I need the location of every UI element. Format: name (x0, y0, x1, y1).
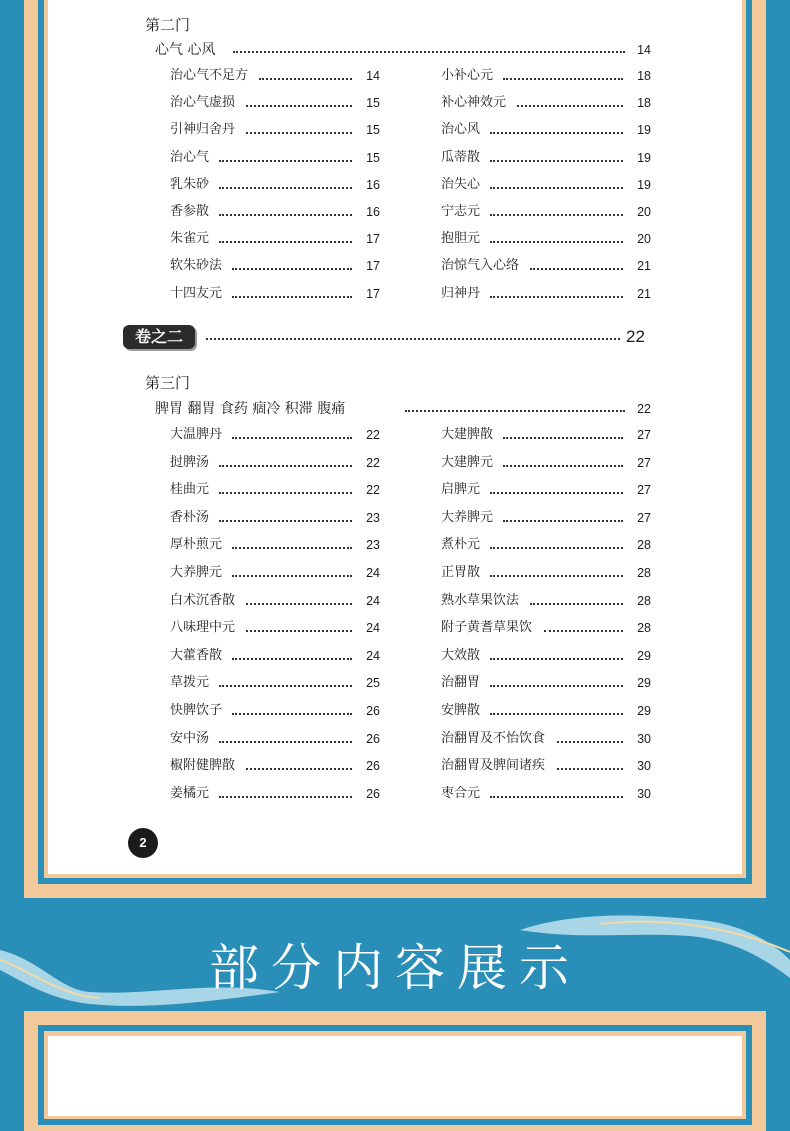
toc-entry[interactable] (441, 454, 651, 472)
toc-entry-title: 治翻胃及不怡饮食 (441, 730, 546, 746)
toc-page-number: 30 (637, 786, 651, 801)
leader-dots (219, 730, 353, 743)
toc-entry-title: 熟水草果饮法 (441, 592, 520, 608)
toc-group-title: 心气 心风 (155, 42, 216, 58)
toc-entry-title: 小补心元 (441, 68, 494, 83)
leader-dots (232, 647, 352, 660)
toc-page-number: 24 (366, 566, 380, 580)
leader-dots (219, 481, 353, 494)
toc-page-number: 22 (366, 455, 380, 470)
toc-entry-title: 治惊气入心络 (441, 258, 520, 274)
toc-entry[interactable] (441, 176, 651, 194)
leader-dots (544, 619, 624, 632)
toc-entry[interactable] (441, 619, 651, 637)
leader-dots (219, 176, 353, 189)
toc-entry-title: 桂曲元 (170, 482, 210, 498)
toc-page-number: 15 (366, 96, 380, 111)
leader-dots (232, 564, 352, 577)
toc-entry[interactable] (170, 730, 380, 748)
leader-dots (246, 619, 353, 632)
toc-entry-title: 大养脾元 (170, 565, 223, 580)
toc-entry-title: 十四友元 (170, 285, 223, 301)
toc-entry-title: 椒附健脾散 (170, 758, 236, 774)
toc-page-number: 24 (366, 621, 380, 636)
toc-page-number: 24 (366, 593, 380, 608)
toc-entry[interactable] (170, 176, 380, 194)
toc-entry-title: 煮朴元 (441, 537, 481, 553)
toc-entry[interactable] (170, 481, 380, 499)
toc-page-number: 26 (366, 704, 380, 718)
leader-dots (530, 257, 623, 270)
toc-entry[interactable] (170, 592, 380, 610)
leader-dots (503, 454, 623, 467)
toc-page-number: 22 (366, 483, 380, 498)
toc-page-number: 30 (637, 731, 651, 746)
leader-dots (246, 94, 353, 107)
toc-entry-title: 宁志元 (441, 204, 481, 219)
leader-dots (517, 94, 624, 107)
leader-dots (246, 757, 353, 770)
toc-page-number: 27 (637, 483, 651, 498)
leader-dots (219, 230, 353, 243)
leader-dots (206, 330, 620, 340)
toc-entry-title: 瓜蒂散 (441, 149, 481, 165)
toc-page-number: 14 (366, 69, 380, 83)
leader-dots (503, 509, 623, 522)
toc-entry[interactable] (170, 785, 380, 803)
toc-entry[interactable] (170, 285, 380, 303)
toc-page-number: 17 (366, 286, 380, 301)
leader-dots (490, 702, 624, 715)
toc-page-number: 27 (637, 455, 651, 470)
toc-page-number: 19 (637, 177, 651, 192)
toc-page-number: 26 (366, 786, 380, 801)
leader-dots (219, 203, 353, 216)
toc-page-number: 18 (637, 96, 651, 111)
leader-dots (219, 149, 353, 162)
toc-entry[interactable] (441, 203, 651, 221)
toc-page-number: 29 (637, 704, 651, 718)
toc-entry-title: 大建脾散 (441, 427, 494, 442)
leader-dots (219, 509, 353, 522)
toc-page-number: 28 (637, 621, 651, 636)
toc-page-number: 28 (637, 593, 651, 608)
toc-page-number: 26 (366, 759, 380, 774)
toc-page-number: 17 (366, 259, 380, 274)
toc-page-number: 18 (637, 69, 651, 83)
toc-page-number: 29 (637, 648, 651, 663)
toc-entry-title: 朱雀元 (170, 231, 210, 247)
toc-entry-title: 姜橘元 (170, 785, 210, 801)
leader-dots (233, 40, 625, 53)
toc-page-number: 23 (366, 538, 380, 553)
toc-entry[interactable] (170, 564, 380, 582)
toc-page-number: 20 (637, 232, 651, 247)
leader-dots (490, 785, 624, 798)
toc-entry-title: 草拨元 (170, 675, 210, 691)
toc-entry[interactable] (170, 257, 380, 275)
toc-group-row[interactable] (155, 40, 651, 60)
toc-page-number: 28 (637, 566, 651, 580)
toc-entry[interactable] (441, 674, 651, 692)
leader-dots (219, 454, 353, 467)
toc-group-title: 脾胃 翻胃 食药 痼冷 积滞 腹痛 (155, 401, 346, 417)
toc-entry-title: 大效散 (441, 647, 481, 663)
toc-page-number: 19 (637, 123, 651, 138)
toc-entry[interactable] (441, 149, 651, 167)
toc-entry[interactable] (170, 674, 380, 692)
leader-dots (246, 592, 353, 605)
leader-dots (503, 67, 623, 80)
toc-entry[interactable] (441, 481, 651, 499)
leader-dots (232, 426, 352, 439)
toc-entry-title: 大建脾元 (441, 454, 494, 470)
toc-entry[interactable] (441, 230, 651, 248)
toc-entry-title: 八味理中元 (170, 620, 236, 636)
toc-entry[interactable] (170, 426, 380, 444)
leader-dots (557, 730, 623, 743)
leader-dots (490, 564, 624, 577)
toc-entry-title: 治心风 (441, 122, 481, 138)
toc-entry[interactable] (441, 509, 651, 527)
toc-page-number: 15 (366, 123, 380, 138)
toc-entry-title: 治心气 (170, 149, 210, 165)
leader-dots (490, 176, 624, 189)
toc-entry[interactable] (441, 757, 651, 775)
leader-dots (219, 785, 353, 798)
toc-entry-title: 香参散 (170, 204, 210, 219)
toc-entry[interactable] (170, 702, 380, 720)
toc-entry[interactable] (441, 785, 651, 803)
toc-page-number: 29 (637, 676, 651, 691)
toc-entry[interactable] (441, 564, 651, 582)
toc-page-number: 23 (366, 510, 380, 525)
leader-dots (490, 285, 624, 298)
toc-entry-title: 补心神效元 (441, 95, 507, 111)
toc-entry[interactable] (170, 619, 380, 637)
toc-entry[interactable] (441, 94, 651, 112)
toc-page-number: 22 (637, 402, 651, 416)
toc-entry-title: 治翻胃 (441, 675, 481, 691)
toc-entry[interactable] (441, 702, 651, 720)
toc-entry-title: 厚朴煎元 (170, 537, 223, 553)
toc-page-number: 19 (637, 150, 651, 165)
leader-dots (490, 674, 624, 687)
toc-entry-title: 大温脾丹 (170, 427, 223, 442)
toc-entry-title: 香朴汤 (170, 509, 210, 525)
leader-dots (490, 230, 624, 243)
leader-dots (530, 592, 623, 605)
toc-entry[interactable] (170, 230, 380, 248)
leader-dots (490, 149, 624, 162)
toc-entry[interactable] (170, 536, 380, 554)
toc-page-number: 30 (637, 759, 651, 774)
toc-entry[interactable] (170, 67, 380, 85)
toc-entry-title: 正胃散 (441, 565, 481, 580)
page-number-badge: 2 (128, 828, 158, 858)
toc-entry-title: 大藿香散 (170, 647, 223, 663)
toc-entry[interactable] (170, 149, 380, 167)
toc-page-number: 25 (366, 676, 380, 691)
leader-dots (503, 426, 623, 439)
toc-entry[interactable] (170, 757, 380, 775)
toc-entry-title: 快脾饮子 (170, 703, 223, 718)
leader-dots (490, 121, 624, 134)
toc-page-number: 27 (637, 510, 651, 525)
leader-dots (232, 285, 352, 298)
toc-page-number: 24 (366, 648, 380, 663)
toc-page-number: 22 (366, 428, 380, 442)
toc-entry[interactable] (441, 67, 651, 85)
volume-page-number: 22 (626, 327, 645, 346)
toc-entry-title: 大养脾元 (441, 509, 494, 525)
toc-page-number: 17 (366, 232, 380, 247)
leader-dots (490, 203, 624, 216)
leader-dots (557, 757, 623, 770)
toc-entry[interactable] (441, 647, 651, 665)
toc-entry-title: 软朱砂法 (170, 258, 223, 274)
toc-entry[interactable] (441, 426, 651, 444)
toc-entry-title: 治翻胃及脾间诸疾 (441, 758, 546, 774)
leader-dots (490, 536, 624, 549)
leader-dots (259, 67, 352, 80)
toc-page-number: 27 (637, 428, 651, 442)
toc-entry[interactable] (170, 454, 380, 472)
toc-page-number: 28 (637, 538, 651, 553)
toc-entry-title: 枣合元 (441, 785, 481, 801)
section-title: 第三门 (145, 374, 191, 392)
showcase-title: 部分内容展示 (209, 939, 581, 997)
section-title: 第二门 (145, 16, 191, 34)
toc-page-number: 26 (366, 731, 380, 746)
leader-dots (490, 647, 624, 660)
toc-page-number: 16 (366, 205, 380, 219)
toc-page-number: 20 (637, 205, 651, 219)
toc-entry-title: 启脾元 (441, 482, 481, 498)
toc-entry-title: 安脾散 (441, 703, 481, 718)
toc-entry[interactable] (441, 730, 651, 748)
toc-entry-title: 乳朱砂 (170, 176, 210, 192)
volume-badge: 卷之二 (123, 325, 195, 349)
toc-entry[interactable] (170, 203, 380, 221)
toc-entry-title: 引神归舍丹 (170, 122, 236, 138)
toc-entry[interactable] (170, 647, 380, 665)
leader-dots (219, 674, 353, 687)
toc-entry-title: 白术沉香散 (170, 592, 236, 608)
toc-entry-title: 治心气不足方 (170, 68, 249, 83)
toc-page-number: 16 (366, 177, 380, 192)
toc-entry-title: 治失心 (441, 176, 481, 192)
toc-entry[interactable] (441, 285, 651, 303)
leader-dots (232, 702, 352, 715)
toc-page-number: 21 (637, 259, 651, 274)
toc-entry-title: 抱胆元 (441, 231, 481, 247)
toc-entry[interactable] (170, 94, 380, 112)
toc-page-number: 14 (637, 43, 651, 57)
toc-entry-title: 归神丹 (441, 285, 481, 301)
toc-entry-title: 治心气虚损 (170, 95, 236, 111)
leader-dots (405, 399, 625, 412)
toc-entry-title: 附子黄耆草果饮 (441, 620, 533, 636)
toc-entry[interactable] (441, 592, 651, 610)
toc-group-row[interactable] (155, 399, 651, 419)
leader-dots (232, 257, 352, 270)
toc-page-number: 21 (637, 286, 651, 301)
leader-dots (490, 481, 624, 494)
toc-entry-title: 安中汤 (170, 730, 210, 746)
toc-entry-title: 挝脾汤 (170, 454, 210, 470)
toc-entry[interactable] (170, 121, 380, 139)
document-page-next (48, 1036, 742, 1116)
toc-page-number: 15 (366, 150, 380, 165)
toc-entry[interactable] (441, 121, 651, 139)
toc-entry[interactable] (441, 257, 651, 275)
toc-entry[interactable] (441, 536, 651, 554)
leader-dots (232, 536, 352, 549)
toc-entry[interactable] (170, 509, 380, 527)
leader-dots (246, 121, 353, 134)
